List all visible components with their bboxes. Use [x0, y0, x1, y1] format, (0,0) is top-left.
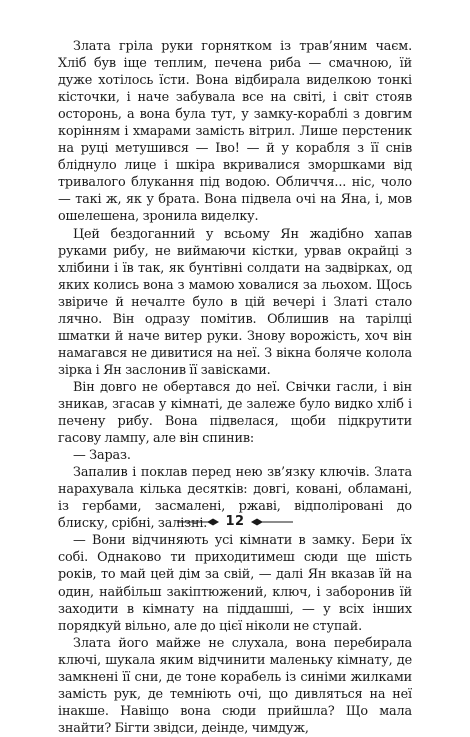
paragraph-2: Цей бездоганний у всьому Ян жадібно хапав руками рибу, не виймаючи кістки, урвав окрайці з хлібини і їв так, як бунтівні солдати на задвірках, од яких колись вона з мамою ховалися за льохом. Щось звіриче й нечалте було в цій вечері і Златі стало лячно. Він одразу помітив. Облишив на тарілці шматки й наче витер руки. Знову ворожість, хоч він намагався не дивитися на неї. З вікна боляче колола зірка і Ян заслонив її завісками. — [58, 226, 412, 378]
left-ornament-icon — [177, 517, 219, 527]
paragraph-1: Злата гріла руки горнятком із трав’яним чаєм. Хліб був іще теплим, печена риба — смачною, їй дуже хотілось їсти. Вона відбирала виделкою тонкі кісточки, і наче забувала все на світі, і світ стояв осторонь, а вона була тут, у замку-кораблі з довгим корінням і хмарами замість вітрил. Лише перстеник на руці метушився — Іво! — й у корабля з її снів бліднуло лице і шкіра вкривалися зморшками від тривалого блукання під водою. Обличчя... ніс, чоло — такі ж, як у брата. Вона підвела очі на Яна, і, мов ошелешена, зронила виделку. — [58, 39, 412, 225]
page-body — [58, 38, 412, 737]
paragraph-4: — Зараз. — [73, 448, 131, 464]
paragraph-6: — Вони відчиняють усі кімнати в замку. Бери їх собі. Однаково ти приходитимеш сюди ще шість років, то май цей дім за свій, — далі Ян вказав їй на один, найбільш закіптюжений, ключ, і заборонив їй заходити в кімнату на піддашші, — у всіх інших порядкуй вільно, але до цієї ніколи не ступай. — [58, 533, 412, 634]
paragraph-3: Він довго не обертався до неї. Свічки гасли, і він зникав, згасав у кімнаті, де залеже було видко хліб і печену рибу. Вона підвелася, щоби підкрутити гасову лампу, але він спинив: — [58, 379, 412, 447]
page-number: 12 — [225, 514, 245, 529]
paragraph-7: Злата його майже не слухала, вона перебирала ключі, шукала яким відчинити маленьку кімнату, де замкнені її сни, де тоне корабель із синіми жилками замість рук, де темніють очі, що дивляться на неї інакше. Навіщо вона сюди прийшла? Що мала знайти? Бігти звідси, деінде, чимдуж, — [58, 635, 412, 736]
paragraph-5: Запалив і поклав перед нею зв’язку ключів. Злата нарахувала кілька десятків: довгі, ковані, обламані, із гербами, засмалені, ржаві, відполіровані до блиску, срібні, залізні. — [58, 465, 412, 532]
right-ornament-icon — [251, 517, 293, 527]
page-footer — [0, 514, 470, 529]
